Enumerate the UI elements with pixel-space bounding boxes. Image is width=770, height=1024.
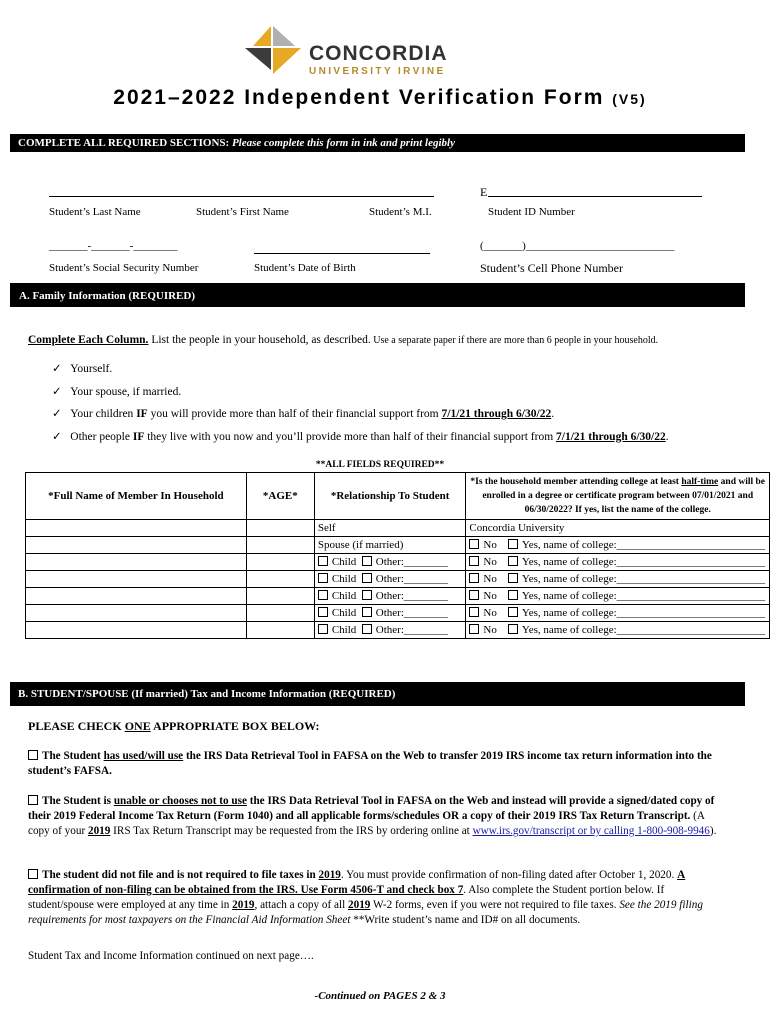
phone-field[interactable]: (_______)___________________________ (480, 240, 675, 252)
college-cell (466, 605, 770, 622)
other-label: Other:________ (375, 607, 448, 619)
checkmark-icon: ✓ (52, 385, 62, 398)
banner-text: Please complete this form in ink and print legibly (231, 137, 455, 149)
age-cell[interactable] (246, 622, 314, 639)
no-label: No (483, 590, 497, 602)
yes-label: Yes, name of college:___________________________ (521, 539, 766, 551)
form-title (0, 86, 760, 110)
other-checkbox[interactable] (362, 573, 372, 583)
option-1 (28, 749, 728, 779)
continued-note: Student Tax and Income Information continued on next page…. (28, 950, 314, 962)
checkmark-icon: ✓ (52, 430, 62, 443)
section-a-header: A. Family Information (REQUIRED) (10, 283, 745, 307)
opt3-italic: See the 2019 filing requirements for most taxpayers on the Financial Aid Information Sheet (28, 899, 703, 926)
instructions-banner (10, 134, 745, 152)
title-version: (V5) (612, 91, 647, 107)
intro-small: Use a separate paper if there are more than 6 people in your household. (370, 335, 659, 346)
checkmark-icon: ✓ (52, 363, 62, 375)
relationship-cell (314, 571, 466, 588)
concordia-logo-mark (243, 24, 303, 82)
other-label: Other:________ (375, 556, 448, 568)
yes-checkbox[interactable] (508, 556, 518, 566)
child-label: Child (331, 607, 357, 619)
opt3-year: 2019 (232, 899, 255, 911)
list-item-text: they live with you now and you’ll provide more than half of their financial support from (144, 430, 557, 443)
other-label: Other:________ (375, 573, 448, 585)
other-checkbox[interactable] (362, 607, 372, 617)
no-checkbox[interactable] (469, 590, 479, 600)
table-row (26, 622, 770, 639)
name-cell[interactable] (26, 622, 247, 639)
col-attending-college (466, 473, 770, 520)
list-item-text: Your spouse, if married. (70, 385, 182, 398)
other-checkbox[interactable] (362, 590, 372, 600)
age-cell[interactable] (246, 520, 314, 537)
table-row (26, 537, 770, 554)
opt2-text: the IRS Data Retrieval Tool in FAFSA on the Web and instead will provide a signed/dated copy of their 2019 Federal Income Tax Return (Form 1040) and all applicable forms/schedules OR a copy of their 2019 IRS Tax Return Transcript. (28, 795, 715, 822)
no-checkbox[interactable] (469, 624, 479, 634)
child-label: Child (331, 624, 357, 636)
col-full-name: *Full Name of Member In Household (26, 473, 247, 520)
no-label: No (483, 556, 497, 568)
list-item (52, 403, 669, 426)
date-range: 7/1/21 through 6/30/22 (441, 408, 552, 420)
no-checkbox[interactable] (469, 607, 479, 617)
university-logo (243, 24, 473, 84)
list-item-text: Other people (70, 430, 133, 443)
opt1-underline: has used/will use (103, 750, 184, 762)
opt3-year: 2019 (348, 899, 371, 911)
opt2-underline: unable or chooses not to use (113, 795, 247, 807)
student-id-label: Student ID Number (488, 206, 575, 218)
table-row (26, 571, 770, 588)
opt3-text: . Also complete the Student portion below. If student/spouse were employed at any time in (28, 884, 665, 911)
opt3-text: **Write student’s name and ID# on all documents. (350, 914, 581, 926)
other-checkbox[interactable] (362, 624, 372, 634)
no-label: No (483, 607, 497, 619)
logo-subtitle: UNIVERSITY IRVINE (309, 66, 446, 77)
college-cell (466, 537, 770, 554)
list-item-text: . (551, 408, 555, 420)
fields-required-note: **ALL FIELDS REQUIRED** (315, 460, 445, 470)
age-cell[interactable] (246, 554, 314, 571)
age-cell[interactable] (246, 588, 314, 605)
name-cell[interactable] (26, 520, 247, 537)
relationship-cell: Self (314, 520, 466, 537)
opt3-year: 2019 (318, 869, 341, 881)
col4-underline: half-time (681, 477, 719, 487)
option-1-checkbox[interactable] (28, 750, 38, 760)
col-relationship: *Relationship To Student (314, 473, 466, 520)
opt3-text: W-2 forms, even if you were not required to file taxes. (370, 899, 620, 911)
list-item-text: Yourself. (70, 363, 113, 375)
option-2-checkbox[interactable] (28, 795, 38, 805)
footer-continued: -Continued on PAGES 2 & 3 (314, 990, 446, 1002)
check-underline: ONE (124, 719, 151, 733)
table-row (26, 588, 770, 605)
check-text: APPROPRIATE BOX BELOW: (150, 719, 320, 733)
age-cell[interactable] (246, 605, 314, 622)
yes-checkbox[interactable] (508, 573, 518, 583)
section-b-header: B. STUDENT/SPOUSE (If married) Tax and Income Information (REQUIRED) (10, 682, 745, 706)
opt1-text: the IRS Data Retrieval Tool in FAFSA on the Web to transfer 2019 IRS income tax return information into the student’s FAFSA. (28, 750, 712, 777)
name-cell[interactable] (26, 605, 247, 622)
date-range: 7/1/21 through 6/30/22 (556, 430, 666, 443)
college-cell: Concordia University (466, 520, 770, 537)
age-cell[interactable] (246, 537, 314, 554)
child-label: Child (331, 590, 357, 602)
college-cell (466, 554, 770, 571)
phone-label: Student’s Cell Phone Number (480, 261, 623, 275)
opt3-text: , attach a copy of all (254, 899, 348, 911)
ssn-field[interactable]: _______-_______-________ (49, 240, 178, 252)
child-checkbox[interactable] (318, 624, 328, 634)
list-item-text: you will provide more than half of their financial support from (147, 408, 442, 420)
opt2-text: IRS Tax Return Transcript may be requested from the IRS by ordering online at (110, 825, 473, 837)
option-3 (28, 868, 728, 928)
child-label: Child (331, 573, 357, 585)
opt3-text: The student did not file and is not required to file taxes in (42, 869, 319, 881)
opt2-text: ). (709, 825, 717, 837)
opt2-text: The Student is (42, 795, 114, 807)
list-item (52, 358, 669, 381)
no-checkbox[interactable] (469, 556, 479, 566)
list-item-bold: IF (136, 408, 148, 420)
relationship-cell: Spouse (if married) (314, 537, 466, 554)
logo-name: CONCORDIA (309, 42, 448, 65)
child-checkbox[interactable] (318, 573, 328, 583)
no-label: No (483, 573, 497, 585)
option-3-checkbox[interactable] (28, 869, 38, 879)
table-row (26, 520, 770, 537)
option-2 (28, 794, 728, 839)
opt3-underline: A confirmation of non-filing can be obtained from the IRS. Use Form 4506-T and check box 7 (28, 869, 686, 896)
college-cell (466, 571, 770, 588)
last-name-label: Student’s Last Name (49, 206, 141, 218)
household-table (25, 472, 770, 639)
opt2-text: (A copy of your (28, 810, 705, 837)
child-label: Child (331, 556, 357, 568)
other-label: Other:________ (375, 590, 448, 602)
other-label: Other:________ (375, 624, 448, 636)
college-cell (466, 588, 770, 605)
irs-transcript-link[interactable]: www.irs.gov/transcript or by calling 1-800-908-9946 (472, 825, 710, 837)
ssn-label: Student’s Social Security Number (49, 262, 199, 274)
student-id-line[interactable] (488, 186, 702, 197)
no-checkbox[interactable] (469, 539, 479, 549)
mi-label: Student’s M.I. (369, 206, 432, 218)
intro-bold: Complete Each Column. (28, 334, 149, 346)
no-label: No (483, 624, 497, 636)
first-name-label: Student’s First Name (196, 206, 289, 218)
name-cell[interactable] (26, 554, 247, 571)
yes-label: Yes, name of college:___________________________ (521, 556, 766, 568)
other-checkbox[interactable] (362, 556, 372, 566)
table-row (26, 554, 770, 571)
household-list (52, 358, 669, 448)
yes-checkbox[interactable] (508, 539, 518, 549)
college-cell (466, 622, 770, 639)
name-cell[interactable] (26, 588, 247, 605)
opt1-text: The Student (42, 750, 104, 762)
banner-label: COMPLETE ALL REQUIRED SECTIONS: (18, 137, 230, 149)
list-item (52, 381, 669, 404)
relationship-cell (314, 554, 466, 571)
checkmark-icon: ✓ (52, 408, 62, 420)
name-cell[interactable] (26, 571, 247, 588)
child-checkbox[interactable] (318, 590, 328, 600)
opt2-year: 2019 (87, 825, 111, 837)
yes-label: Yes, name of college:___________________________ (521, 607, 766, 619)
yes-checkbox[interactable] (508, 607, 518, 617)
yes-label: Yes, name of college:___________________________ (521, 590, 766, 602)
student-name-line[interactable] (49, 186, 434, 197)
check-text: PLEASE CHECK (28, 719, 125, 733)
dob-line[interactable] (254, 243, 430, 254)
id-prefix: E (480, 185, 488, 199)
col4-text: *Is the household member attending college at least (470, 477, 682, 487)
yes-label: Yes, name of college:___________________________ (521, 624, 766, 636)
yes-label: Yes, name of college:___________________________ (521, 573, 766, 585)
col-age: *AGE* (246, 473, 314, 520)
title-main: 2021–2022 Independent Verification Form (113, 86, 605, 109)
yes-checkbox[interactable] (508, 624, 518, 634)
child-checkbox[interactable] (318, 607, 328, 617)
yes-checkbox[interactable] (508, 590, 518, 600)
name-cell[interactable] (26, 537, 247, 554)
list-item (52, 426, 669, 449)
relationship-cell (314, 605, 466, 622)
check-one-heading (28, 719, 320, 734)
intro-text: List the people in your household, as described. (148, 334, 371, 346)
dob-label: Student’s Date of Birth (254, 262, 356, 274)
child-checkbox[interactable] (318, 556, 328, 566)
table-header-row (26, 473, 770, 520)
section-a-intro (28, 334, 658, 346)
col4-text: and will be enrolled in a degree or certificate program between 07/01/2021 and 06/30/2022? If yes, list the name of the college. (482, 477, 766, 515)
opt3-text: . You must provide confirmation of non-filing dated after October 1, 2020. (340, 869, 678, 881)
no-checkbox[interactable] (469, 573, 479, 583)
list-item-text: . (665, 430, 669, 443)
list-item-bold: IF (132, 430, 145, 443)
list-item-text: Your children (70, 408, 137, 420)
relationship-cell (314, 622, 466, 639)
age-cell[interactable] (246, 571, 314, 588)
relationship-cell (314, 588, 466, 605)
table-row (26, 605, 770, 622)
no-label: No (483, 539, 497, 551)
